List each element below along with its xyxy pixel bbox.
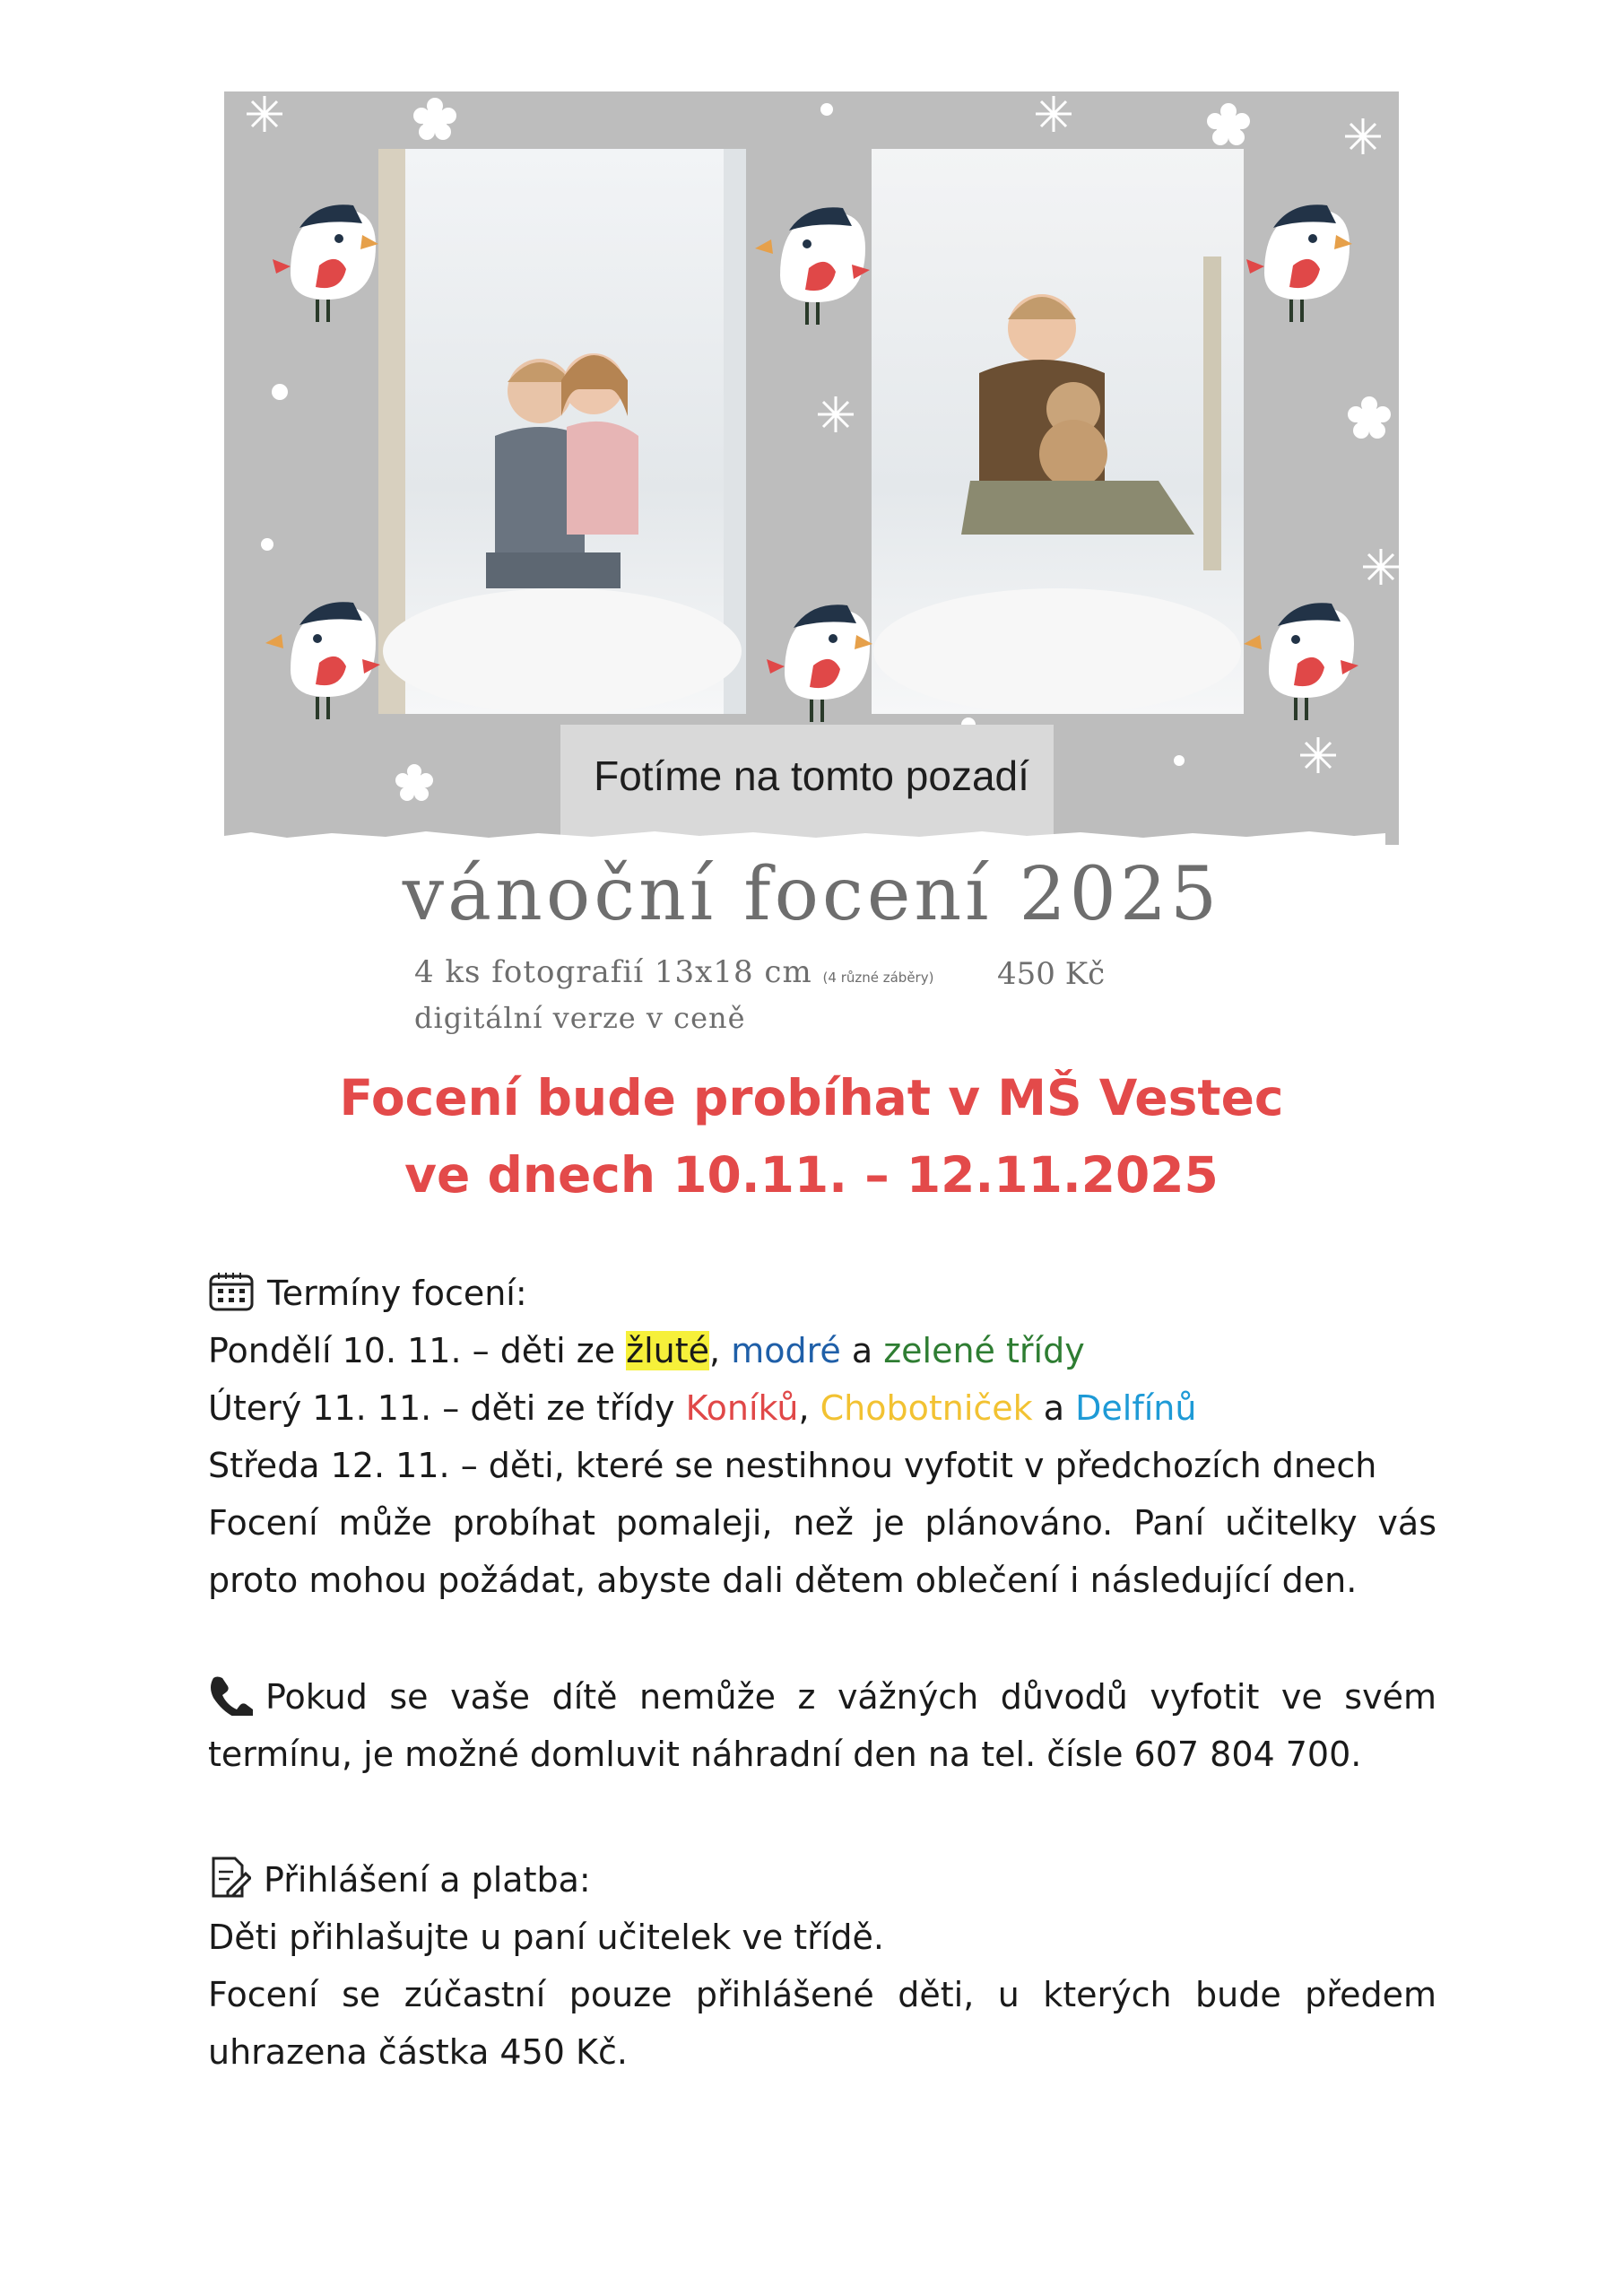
schedule-wednesday: Středa 12. 11. – děti, které se nestihnou vyfotit v předchozích dnech — [208, 1446, 1377, 1485]
offer-price: 450 Kč — [997, 956, 1106, 992]
class-delfinu: Delfínů — [1075, 1388, 1197, 1428]
registration-heading: Přihlášení a platba: — [264, 1860, 591, 1900]
separator: a — [1032, 1388, 1076, 1428]
bird-icon — [1237, 192, 1354, 326]
schedule-heading: Termíny focení: — [267, 1274, 527, 1313]
monday-prefix: Pondělí 10. 11. – děti ze — [208, 1331, 627, 1370]
registration-section — [208, 1851, 1436, 2081]
bird-icon — [1242, 590, 1358, 725]
offer-photos-note: (4 různé záběry) — [822, 970, 934, 986]
contact-text: Pokud se vaše dítě nemůže z vážných důvodů vyfotit ve svém termínu, je možné domluvit náhradní den na tel. čísle 607 804 700. — [208, 1677, 1436, 1774]
class-yellow: žluté — [626, 1331, 710, 1370]
headline-dates: ve dnech 10.11. – 12.11.2025 — [404, 1146, 1219, 1204]
bird-icon — [758, 592, 874, 726]
registration-heading-row — [208, 1851, 1436, 1909]
registration-line1: Děti přihlašujte u paní učitelek ve třídě. — [208, 1918, 884, 1957]
bird-icon — [753, 195, 870, 329]
schedule-heading-row — [208, 1265, 1436, 1322]
schedule-note: Focení může probíhat pomaleji, než je plánováno. Paní učitelky vás proto mohou požádat, abyste dali dětem oblečení i následující den. — [208, 1503, 1436, 1600]
headline-location: Focení bude probíhat v MŠ Vestec — [339, 1069, 1284, 1126]
contact-section — [208, 1668, 1436, 1783]
class-chobotnicek: Chobotniček — [820, 1388, 1033, 1428]
offer-photos-main: 4 ks fotografií 13x18 cm — [414, 954, 812, 990]
signup-form-icon — [208, 1856, 251, 1899]
tuesday-prefix: Úterý 11. 11. – děti ze třídy — [208, 1388, 686, 1428]
schedule-section — [208, 1265, 1436, 1609]
schedule-monday — [208, 1322, 1436, 1379]
offer-digital: digitální verze v ceně — [414, 1001, 746, 1035]
class-blue: modré — [731, 1331, 841, 1370]
christmas-backdrop-banner — [224, 91, 1399, 845]
offer-photos — [414, 954, 933, 990]
offer-title: vánoční focení 2025 — [402, 852, 1221, 937]
torn-paper-edge — [224, 823, 1399, 845]
class-green: zelené třídy — [883, 1331, 1085, 1370]
registration-line2: Focení se zúčastní pouze přihlášené děti, u kterých bude předem uhrazena částka 450 Kč. — [208, 1975, 1436, 2072]
separator: , — [798, 1388, 820, 1428]
separator: a — [840, 1331, 884, 1370]
phone-icon — [208, 1674, 253, 1716]
class-koniku: Koníků — [685, 1388, 799, 1428]
bird-icon — [264, 589, 380, 724]
separator: , — [709, 1331, 732, 1370]
calendar-icon — [208, 1271, 255, 1312]
banner-caption: Fotíme na tomto pozadí — [594, 752, 1029, 799]
bird-icon — [264, 192, 380, 326]
schedule-tuesday — [208, 1379, 1436, 1437]
